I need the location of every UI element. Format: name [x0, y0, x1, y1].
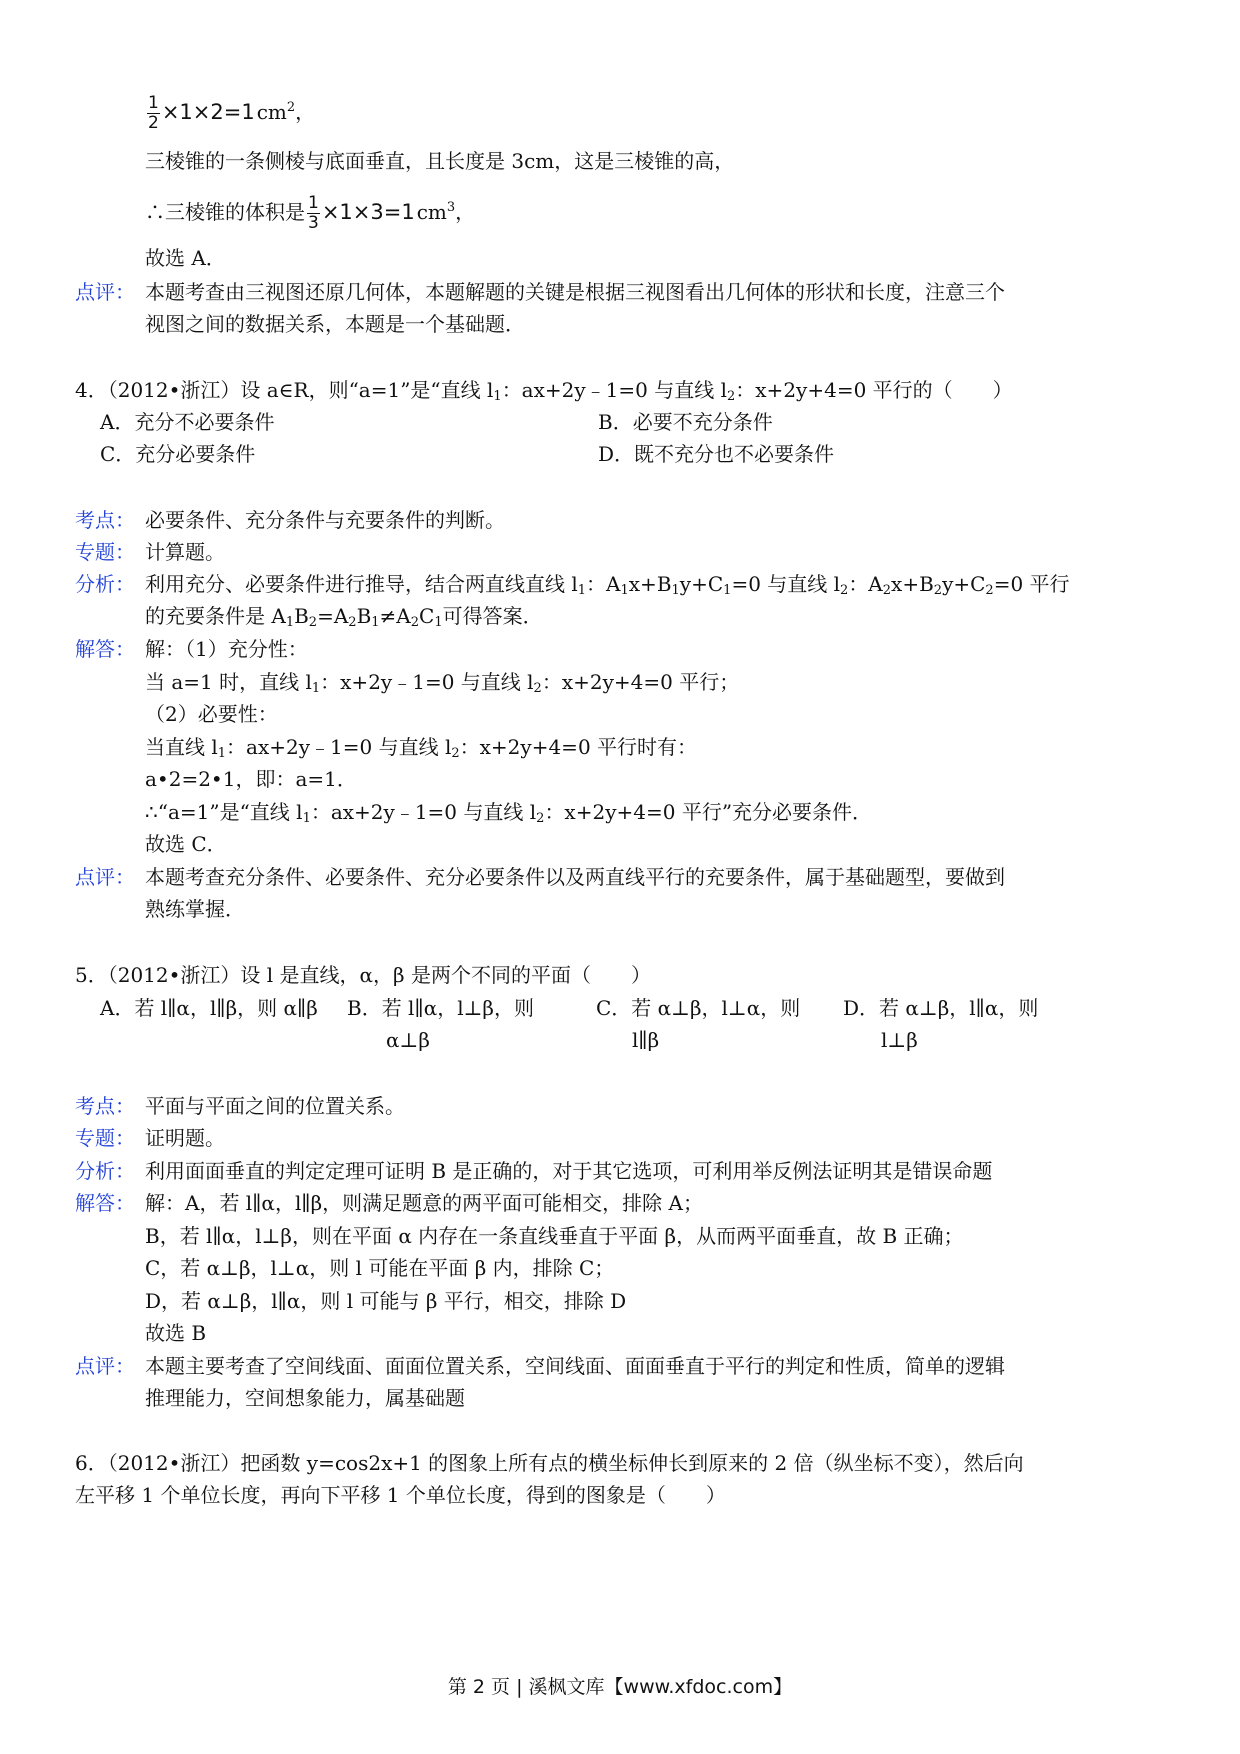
numerator: 1 [148, 93, 159, 113]
subscript: 2 [533, 681, 542, 696]
text: y+C [679, 572, 724, 596]
fenxi-line [145, 601, 543, 631]
jieda-line: （2）必要性： [145, 702, 278, 726]
jieda-line: 故选 B [145, 1321, 207, 1345]
unit: cm [256, 100, 287, 124]
option-d: D．若 α⊥β，l∥α，则 [843, 996, 1039, 1020]
jieda-line: 解：（1）充分性： [145, 637, 308, 661]
subscript: 1 [493, 389, 502, 404]
question-6-stem: 6．（2012•浙江）把函数 y=cos2x+1 的图象上所有点的横坐标伸长到原来的 2 倍（纵坐标不变），然后向 [75, 1451, 1024, 1475]
text: ：A [848, 572, 883, 596]
text: 可得答案． [442, 604, 543, 628]
option-a: A．充分不必要条件 [100, 410, 275, 434]
unit-exponent: 2 [286, 100, 296, 115]
subscript: 2 [536, 811, 545, 826]
prev-answer: 故选 A． [145, 246, 226, 270]
punct: ， [295, 100, 316, 124]
punct: ， [455, 200, 476, 224]
option-b-cont: α⊥β [386, 1028, 430, 1052]
unit: cm [416, 200, 447, 224]
jieda-line: a•2=2•1，即：a=1． [145, 767, 357, 791]
fenxi-label: 分析： [75, 572, 135, 596]
jieda-line [145, 667, 739, 697]
text: 利用充分、必要条件进行推导，结合两直线直线 l [145, 572, 578, 596]
text: 4．（2012•浙江）设 a∈R，则“a=1”是“直线 l [75, 378, 494, 402]
option-c-cont: l∥β [632, 1028, 660, 1052]
option-d: D．既不充分也不必要条件 [598, 442, 835, 466]
jieda-line: B，若 l∥α，l⊥β，则在平面 α 内存在一条直线垂直于平面 β，从而两平面垂直，故 B 正确； [145, 1224, 964, 1248]
dianping-label: 点评： [75, 1354, 135, 1378]
fenxi-line [145, 569, 1070, 599]
text: =0 与直线 l [731, 572, 841, 596]
zhuanti-label: 专题： [75, 540, 135, 564]
subscript: 2 [985, 583, 994, 598]
fraction [147, 94, 160, 133]
text: x+B [628, 572, 672, 596]
comment-line: 本题考查由三视图还原几何体，本题解题的关键是根据三视图看出几何体的形状和长度，注意三个 [145, 280, 1005, 304]
jieda-line: D，若 α⊥β，l∥α，则 l 可能与 β 平行，相交，排除 D [145, 1289, 627, 1313]
unit-exponent: 3 [446, 200, 456, 215]
comment-label: 点评： [75, 280, 135, 304]
text: ∴“a=1”是“直线 l [145, 800, 303, 824]
volume-expression: ×1×3=1 [321, 200, 415, 224]
zhuanti-text: 计算题。 [145, 540, 225, 564]
denominator: 3 [308, 213, 319, 233]
text: x+B [891, 572, 934, 596]
numerator: 1 [308, 193, 319, 213]
subscript: 1 [371, 615, 380, 630]
subscript: 2 [933, 583, 943, 598]
kaodian-text: 必要条件、充分条件与充要条件的判断。 [145, 508, 505, 532]
text: ：x+2y+4=0 平行时有： [459, 735, 698, 759]
text: B [356, 604, 372, 628]
text: B [294, 604, 309, 628]
subscript: 1 [217, 746, 227, 761]
subscript: 2 [451, 746, 460, 761]
subscript: 1 [302, 811, 311, 826]
question-5-stem: 5．（2012•浙江）设 l 是直线，α，β 是两个不同的平面（ ） [75, 963, 651, 987]
text: ：x+2y+4=0 平行”充分必要条件． [544, 800, 873, 824]
subscript: 2 [410, 615, 420, 630]
zhuanti-text: 证明题。 [145, 1126, 225, 1150]
page-footer: 第 2 页 | 溪枫文库【www.xfdoc.com】 [447, 1676, 793, 1698]
text: y+C [942, 572, 986, 596]
jieda-line [145, 797, 872, 827]
subscript: 1 [723, 583, 732, 598]
kaodian-text: 平面与平面之间的位置关系。 [145, 1094, 405, 1118]
subscript: 1 [285, 615, 295, 630]
option-d-cont: l⊥β [881, 1028, 918, 1052]
option-b: B．必要不充分条件 [598, 410, 773, 434]
option-c: C．若 α⊥β，l⊥α，则 [596, 996, 801, 1020]
text: ：ax+2y﹣1=0 与直线 l [310, 800, 537, 824]
fenxi-text: 利用面面垂直的判定定理可证明 B 是正确的，对于其它选项，可利用举反例法证明其是错误命题 [145, 1159, 993, 1183]
subscript: 1 [620, 583, 629, 598]
subscript: 1 [671, 583, 680, 598]
subscript: 2 [727, 389, 736, 404]
kaodian-label: 考点： [75, 1094, 135, 1118]
text: =0 平行 [993, 572, 1070, 596]
jieda-line: 解：A，若 l∥α，l∥β，则满足题意的两平面可能相交，排除 A； [145, 1191, 703, 1215]
volume-prefix: ∴三棱锥的体积是 [145, 200, 305, 224]
area-expression: ×1×2=1 [161, 100, 255, 124]
fenxi-label: 分析： [75, 1159, 135, 1183]
fraction [307, 194, 320, 233]
text: =A [317, 604, 349, 628]
text: ：A [586, 572, 621, 596]
text: 当直线 l [145, 735, 218, 759]
text: ：x+2y+4=0 平行的（ ） [735, 378, 1013, 402]
subscript: 1 [434, 615, 443, 630]
comment-line: 视图之间的数据关系，本题是一个基础题． [145, 312, 525, 336]
jieda-line: C，若 α⊥β，l⊥α，则 l 可能在平面 β 内，排除 C； [145, 1256, 615, 1280]
subscript: 2 [308, 615, 318, 630]
option-b: B．若 l∥α，l⊥β，则 [347, 996, 534, 1020]
jieda-label: 解答： [75, 637, 135, 661]
jieda-line [145, 732, 697, 762]
dianping-label: 点评： [75, 865, 135, 889]
text: 的充要条件是 A [145, 604, 286, 628]
subscript: 2 [882, 583, 892, 598]
volume-formula [145, 194, 475, 233]
dianping-line: 熟练掌握． [145, 897, 245, 921]
jieda-label: 解答： [75, 1191, 135, 1215]
subscript: 1 [577, 583, 587, 598]
kaodian-label: 考点： [75, 508, 135, 532]
text: ：ax+2y﹣1=0 与直线 l [226, 735, 452, 759]
denominator: 2 [148, 113, 159, 133]
question-4-stem [75, 375, 1013, 405]
text: 当 a=1 时，直线 l [145, 670, 312, 694]
subscript: 2 [348, 615, 357, 630]
dianping-line: 本题主要考查了空间线面、面面位置关系，空间线面、面面垂直于平行的判定和性质，简单的逻辑 [145, 1354, 1005, 1378]
text: ：x+2y+4=0 平行； [541, 670, 740, 694]
subscript: 2 [840, 583, 849, 598]
question-6-stem-cont: 左平移 1 个单位长度，再向下平移 1 个单位长度，得到的图象是（ ） [75, 1483, 726, 1507]
subscript: 1 [311, 681, 321, 696]
option-c: C．充分必要条件 [100, 442, 256, 466]
zhuanti-label: 专题： [75, 1126, 135, 1150]
area-formula [145, 94, 315, 133]
height-statement: 三棱锥的一条侧棱与底面垂直，且长度是 3cm，这是三棱锥的高， [145, 149, 735, 173]
text: ：x+2y﹣1=0 与直线 l [320, 670, 534, 694]
dianping-line: 本题考查充分条件、必要条件、充分必要条件以及两直线平行的充要条件，属于基础题型，要做到 [145, 865, 1005, 889]
option-a: A．若 l∥α，l∥β，则 α∥β [100, 996, 318, 1020]
text: ≠A [379, 604, 411, 628]
text: ：ax+2y﹣1=0 与直线 l [501, 378, 727, 402]
jieda-line: 故选 C． [145, 832, 227, 856]
text: C [419, 604, 435, 628]
dianping-line: 推理能力，空间想象能力，属基础题 [145, 1386, 465, 1410]
